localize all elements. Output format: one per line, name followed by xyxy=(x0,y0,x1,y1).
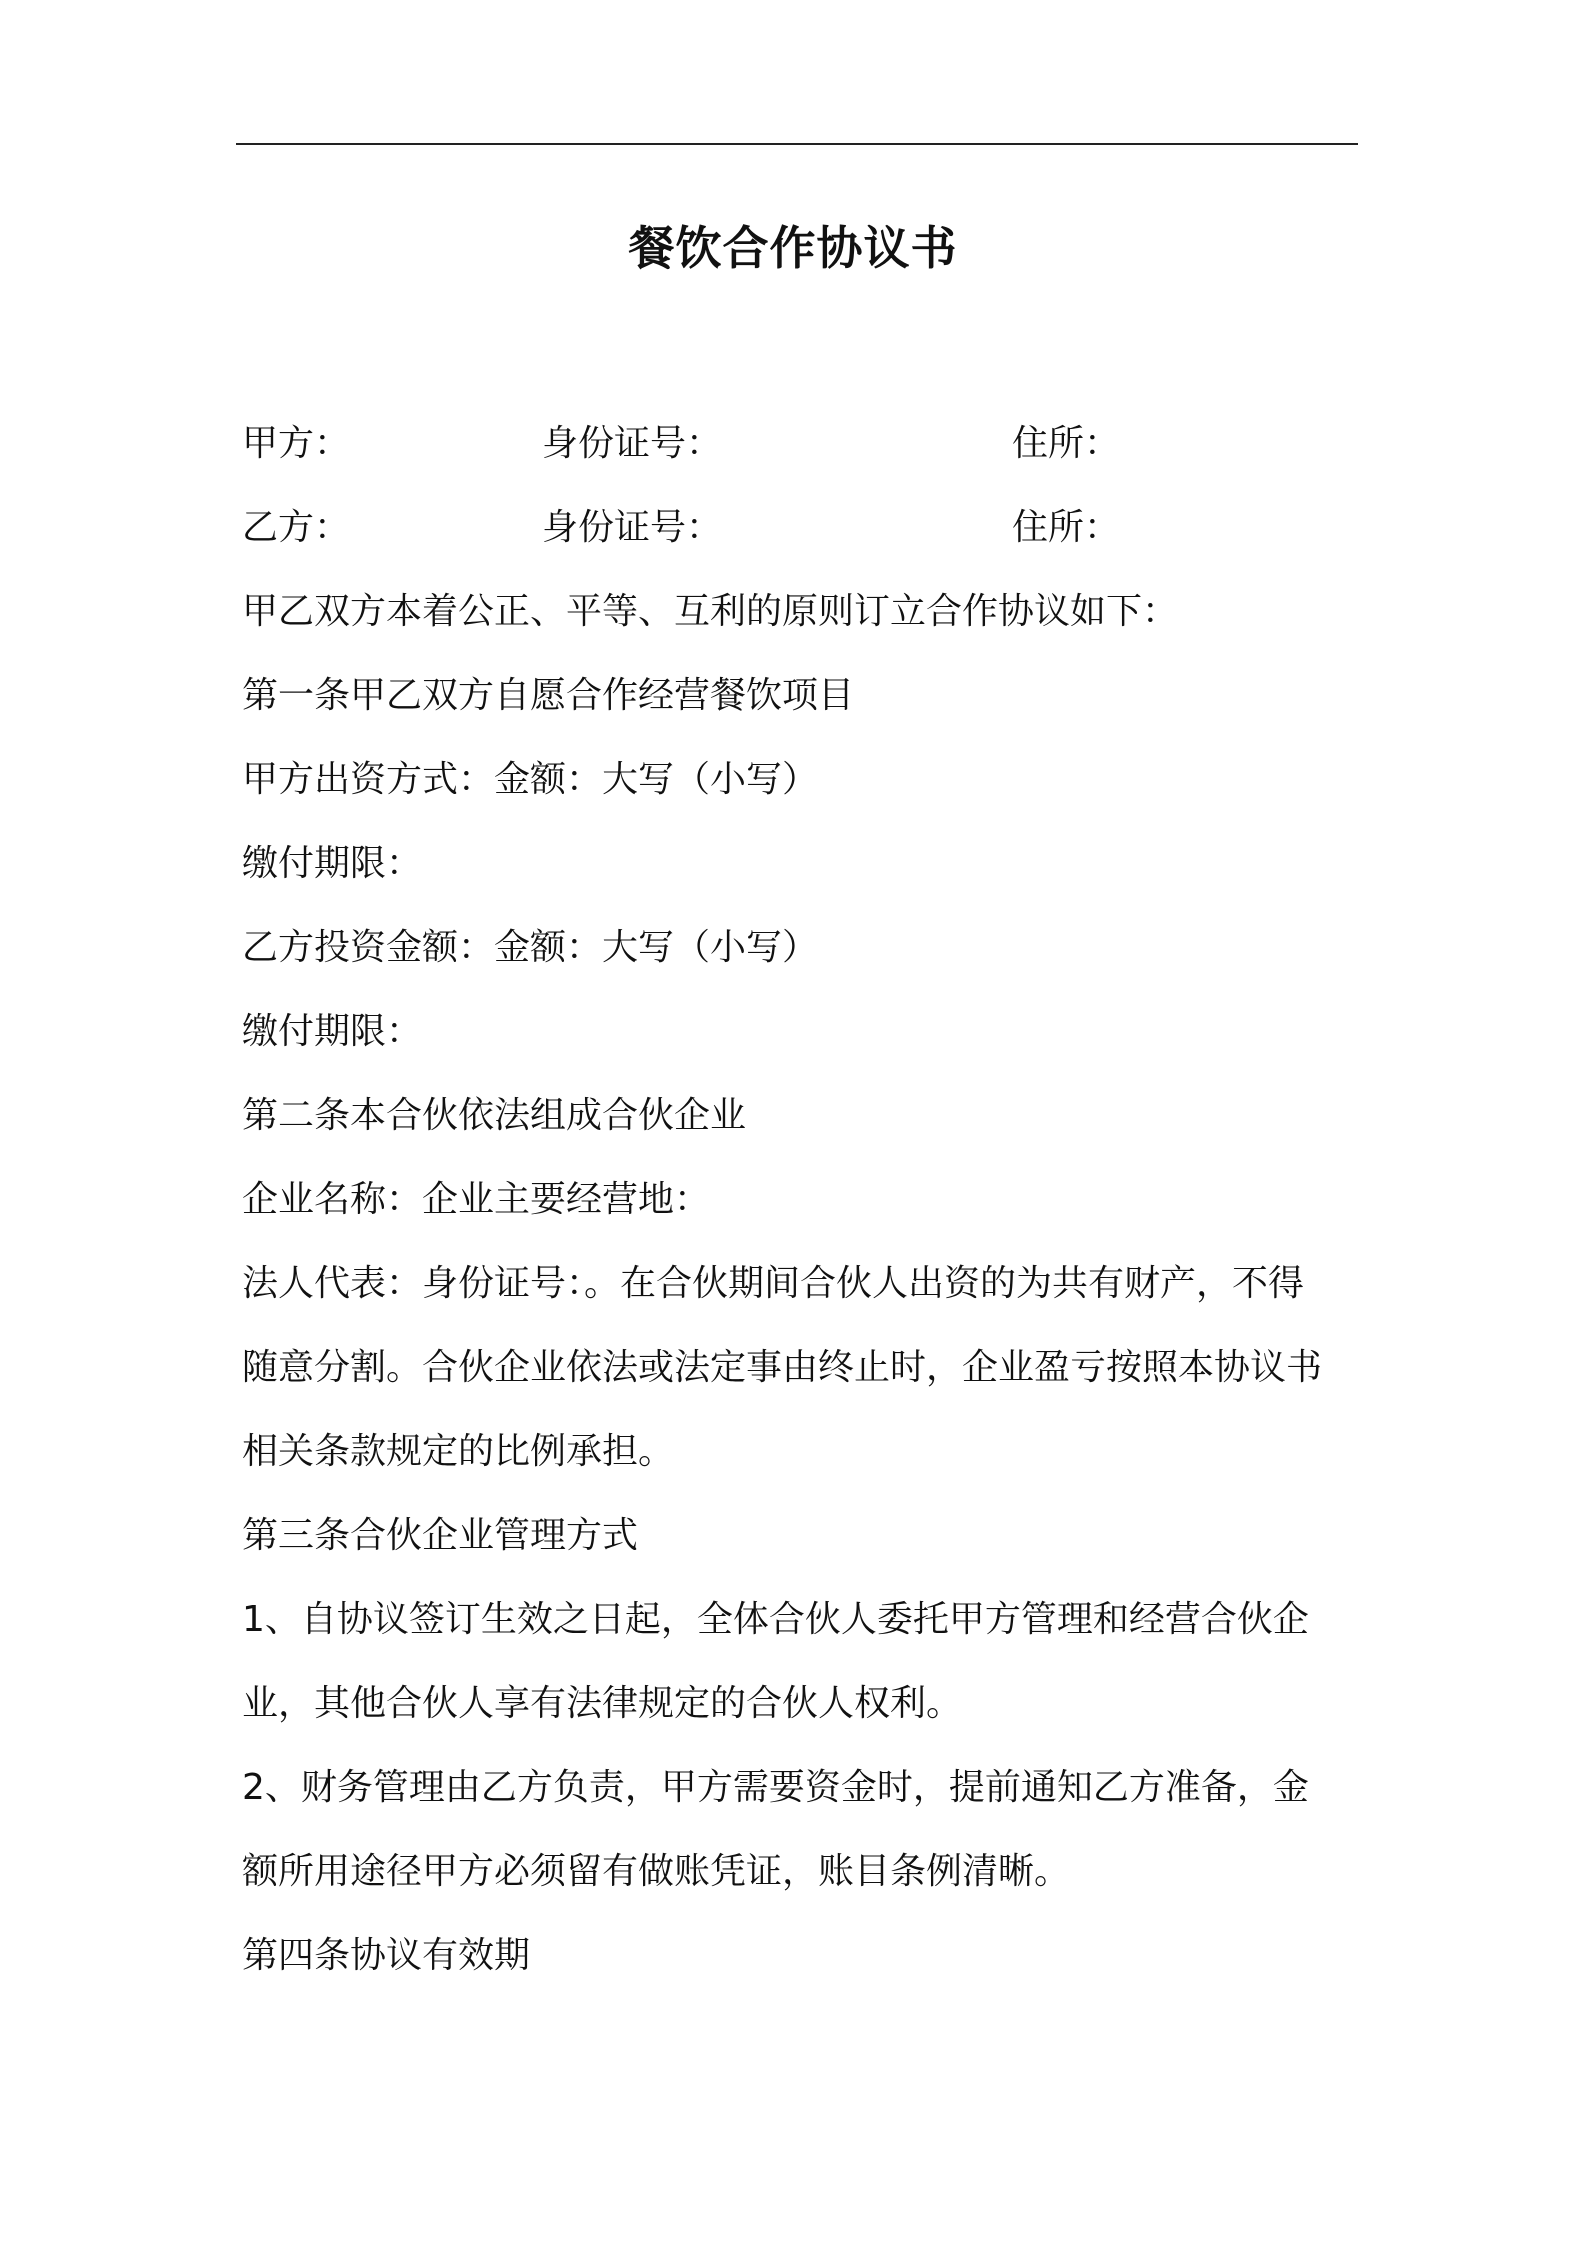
article-3-clause-1-line: 1、自协议签订生效之日起，全体合伙人委托甲方管理和经营合伙企 xyxy=(242,1599,1309,1640)
header-rule xyxy=(236,143,1358,145)
article-4-heading: 第四条协议有效期 xyxy=(242,1935,531,1976)
party-a-id-label: 身份证号： xyxy=(542,423,723,464)
party-a-label: 甲方： xyxy=(242,423,351,464)
document-title: 餐饮合作协议书 xyxy=(628,221,958,275)
document-body xyxy=(242,402,1360,1998)
article-3-clause-2-line: 2、财务管理由乙方负责，甲方需要资金时，提前通知乙方准备，金 xyxy=(242,1767,1309,1808)
party-b-id-label: 身份证号： xyxy=(542,507,723,548)
party-b-address-label: 住所： xyxy=(1012,507,1121,548)
party-a-row xyxy=(242,402,1360,486)
party-b-row xyxy=(242,486,1360,570)
article-3-clause-2-line: 额所用途径甲方必须留有做账凭证，账目条例清晰。 xyxy=(242,1851,1071,1892)
party-b-label: 乙方： xyxy=(242,507,351,548)
party-b-deadline-line: 缴付期限： xyxy=(242,1011,423,1052)
article-2-paragraph-line: 随意分割。合伙企业依法或法定事由终止时，企业盈亏按照本协议书 xyxy=(242,1347,1323,1388)
article-3-clause-1-line: 业，其他合伙人享有法律规定的合伙人权利。 xyxy=(242,1683,963,1724)
article-2-heading: 第二条本合伙依法组成合伙企业 xyxy=(242,1095,747,1136)
article-1-heading: 第一条甲乙双方自愿合作经营餐饮项目 xyxy=(242,675,855,716)
article-3-heading: 第三条合伙企业管理方式 xyxy=(242,1515,639,1556)
enterprise-name-line: 企业名称：企业主要经营地： xyxy=(242,1179,711,1220)
party-a-address-label: 住所： xyxy=(1012,423,1121,464)
article-2-paragraph-line: 相关条款规定的比例承担。 xyxy=(242,1431,675,1472)
article-2-paragraph-line: 法人代表：身份证号：。在合伙期间合伙人出资的为共有财产，不得 xyxy=(242,1263,1305,1304)
party-a-deadline-line: 缴付期限： xyxy=(242,843,423,884)
party-a-contribution-line: 甲方出资方式：金额：大写（小写） xyxy=(242,759,819,800)
party-b-investment-line: 乙方投资金额：金额：大写（小写） xyxy=(242,927,819,968)
intro-line: 甲乙双方本着公正、平等、互利的原则订立合作协议如下： xyxy=(242,591,1179,632)
